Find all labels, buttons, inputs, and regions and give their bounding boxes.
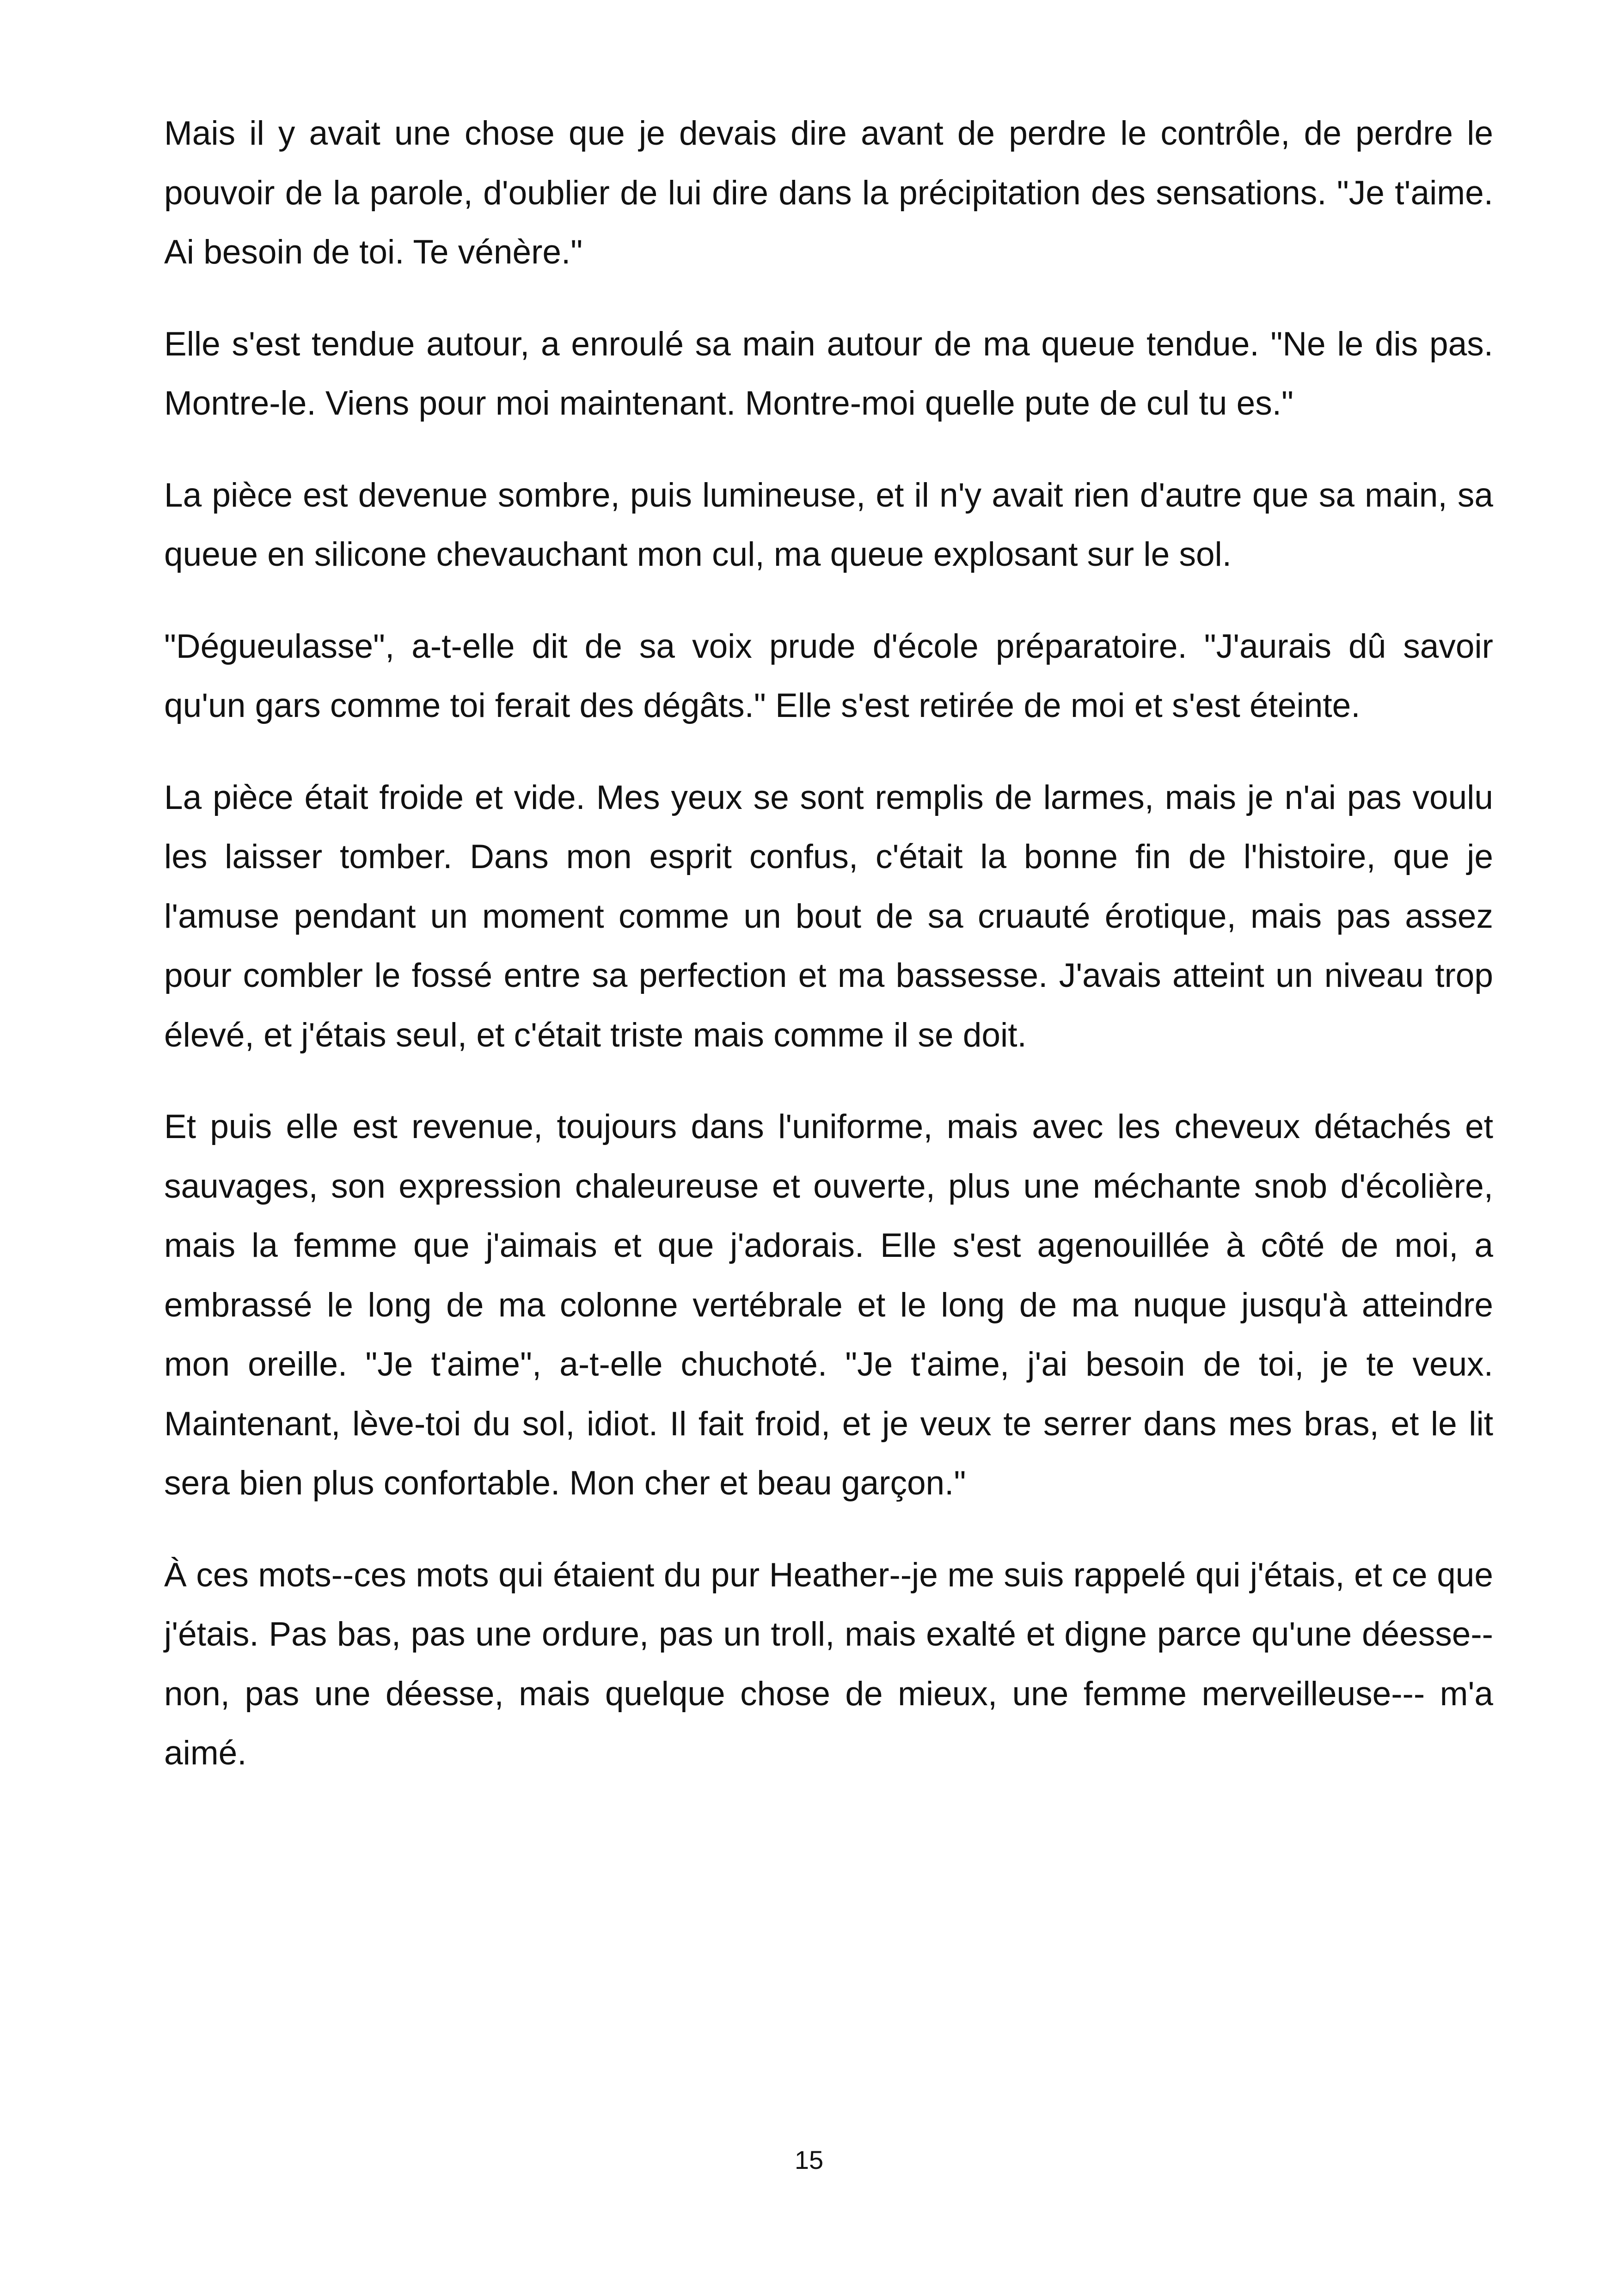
paragraph: "Dégueulasse", a-t-elle dit de sa voix prude d'école préparatoire. "J'aurais dû savoir qu'un gars comme toi ferait des dégâts." Elle s'est retirée de moi et s'est éteinte.	[164, 627, 1493, 724]
page-body	[164, 104, 1493, 1816]
paragraph: La pièce est devenue sombre, puis lumineuse, et il n'y avait rien d'autre que sa main, sa queue en silicone chevauchant mon cul, ma queue explosant sur le sol.	[164, 476, 1493, 573]
paragraph: Et puis elle est revenue, toujours dans l'uniforme, mais avec les cheveux détachés et sauvages, son expression chaleureuse et ouverte, plus une méchante snob d'écolière, mais la femme que j'aimais et que j'adorais. Elle s'est agenouillée à côté de moi, a embrassé le long de ma colonne vertébrale et le long de ma nuque jusqu'à atteindre mon oreille. "Je t'aime", a-t-elle chuchoté. "Je t'aime, j'ai besoin de toi, je te veux. Maintenant, lève-toi du sol, idiot. Il fait froid, et je veux te serrer dans mes bras, et le lit sera bien plus confortable. Mon cher et beau garçon."	[164, 1108, 1493, 1502]
paragraph: La pièce était froide et vide. Mes yeux se sont remplis de larmes, mais je n'ai pas voulu les laisser tomber. Dans mon esprit confus, c'était la bonne fin de l'histoire, que je l'amuse pendant un moment comme un bout de sa cruauté érotique, mais pas assez pour combler le fossé entre sa perfection et ma bassesse. J'avais atteint un niveau trop élevé, et j'étais seul, et c'était triste mais comme il se doit.	[164, 778, 1493, 1054]
page-number: 15	[794, 2145, 824, 2174]
paragraph: À ces mots--ces mots qui étaient du pur Heather--je me suis rappelé qui j'étais, et ce que j'étais. Pas bas, pas une ordure, pas un troll, mais exalté et digne parce qu'une déesse--non, pas une déesse, mais quelque chose de mieux, une femme merveilleuse--- m'a aimé.	[164, 1556, 1493, 1772]
paragraph: Elle s'est tendue autour, a enroulé sa main autour de ma queue tendue. "Ne le dis pas. Montre-le. Viens pour moi maintenant. Montre-moi quelle pute de cul tu es."	[164, 325, 1493, 422]
paragraph: Mais il y avait une chose que je devais dire avant de perdre le contrôle, de perdre le pouvoir de la parole, d'oublier de lui dire dans la précipitation des sensations. "Je t'aime. Ai besoin de toi. Te vénère."	[164, 115, 1493, 271]
